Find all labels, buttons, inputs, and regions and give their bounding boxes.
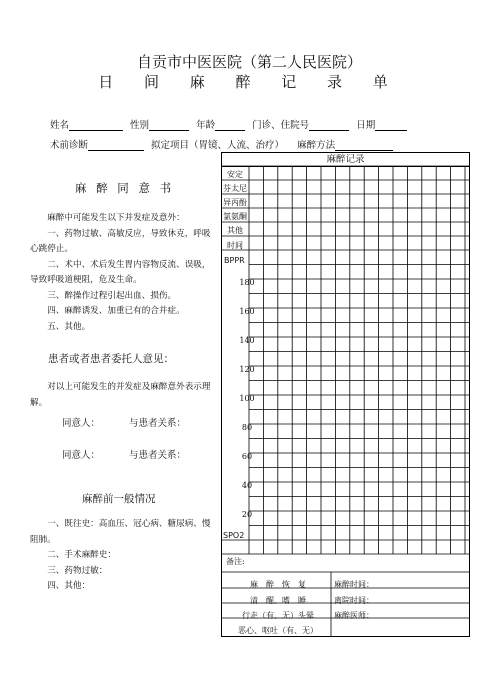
consent-intro: 麻醉中可能发生以下并发症及意外： bbox=[47, 213, 185, 223]
drug-label-ketamine: 氯氨酮 bbox=[223, 212, 247, 221]
history-item: 二、手术麻醉史： bbox=[47, 550, 116, 560]
bppr-label: BPPR bbox=[224, 256, 245, 265]
spo2-label: SPO2 bbox=[223, 531, 245, 540]
sex-field[interactable] bbox=[149, 120, 189, 131]
record-title: 麻醉记录 bbox=[326, 154, 365, 165]
consent-item: 一、药物过敏、高敏反应，导致休克，呼吸心跳停止。 bbox=[30, 228, 211, 254]
relation-label: 与患者关系： bbox=[129, 418, 187, 429]
recovery-cell: 清 醒、嗜 睡 bbox=[250, 596, 306, 605]
name-label: 姓名 bbox=[50, 120, 70, 131]
consent-item: 四、麻醉诱发、加重已有的合并症。 bbox=[47, 306, 185, 316]
anesthesia-method-field[interactable] bbox=[335, 140, 393, 151]
consent-title: 麻 醉 同 意 书 bbox=[75, 181, 175, 195]
consent-body bbox=[30, 211, 212, 335]
scale-tick: 40 bbox=[241, 481, 253, 490]
diagnosis-field[interactable] bbox=[88, 140, 144, 151]
name-field[interactable] bbox=[69, 120, 123, 131]
recovery-cell: 恶心、呕吐（有、无） bbox=[238, 626, 318, 635]
diagnosis-label: 术前诊断 bbox=[50, 140, 89, 151]
history-item: 四、其他： bbox=[47, 581, 91, 591]
age-label: 年龄 bbox=[196, 120, 216, 131]
relation-label: 与患者关系： bbox=[129, 450, 187, 461]
drug-label-propofol: 异丙酚 bbox=[223, 198, 247, 207]
notes-label: 备注: bbox=[226, 557, 245, 566]
history-item: 一、既往史：高血压、冠心病、糖尿病、慢阻肺。 bbox=[30, 519, 211, 545]
recovery-cell: 麻 醉 恢 复 bbox=[250, 580, 306, 589]
clinic-number-field[interactable] bbox=[309, 120, 349, 131]
diagnosis-row bbox=[50, 137, 393, 151]
signer-label: 同意人： bbox=[62, 418, 101, 429]
scale-tick: 20 bbox=[241, 510, 253, 519]
time-label: 时间 bbox=[227, 241, 243, 250]
anesthesiologist-label: 麻醉医师： bbox=[334, 611, 374, 620]
scale-tick: 120 bbox=[239, 365, 255, 374]
patient-opinion-title: 患者或者患者委托人意见： bbox=[48, 353, 174, 365]
hospital-title: 自贡市中医医院（第二人民医院） bbox=[136, 53, 362, 71]
signer-label: 同意人： bbox=[62, 450, 101, 461]
pre-anesthesia-title: 麻醉前一般情况 bbox=[82, 493, 156, 505]
sex-label: 性别 bbox=[130, 120, 150, 131]
record-labels bbox=[221, 152, 470, 637]
drug-label-fentanyl: 芬太尼 bbox=[223, 184, 247, 193]
date-label: 日期 bbox=[356, 120, 376, 131]
date-field[interactable] bbox=[375, 120, 407, 131]
clinic-number-label: 门诊、住院号 bbox=[252, 120, 310, 131]
recovery-cell: 行走（有、无）头晕 bbox=[242, 611, 314, 620]
scale-tick: 140 bbox=[239, 336, 255, 345]
consent-item: 五、其他。 bbox=[47, 321, 91, 332]
scale-tick: 160 bbox=[239, 307, 255, 316]
scale-tick: 60 bbox=[241, 452, 253, 461]
opinion-text: 对以上可能发生的并发症及麻醉意外表示理解。 bbox=[30, 382, 211, 408]
discharge-time-label: 离院时间： bbox=[334, 596, 374, 605]
anesthesia-method-label: 麻醉方法 bbox=[297, 140, 336, 151]
patient-info-row bbox=[50, 117, 407, 131]
opinion-body bbox=[30, 380, 212, 411]
drug-label-diazepam: 安定 bbox=[227, 170, 243, 179]
age-field[interactable] bbox=[215, 120, 245, 131]
scale-tick: 180 bbox=[239, 278, 255, 287]
pre-anesthesia-body bbox=[30, 517, 212, 595]
signer-row-2 bbox=[62, 447, 186, 461]
form-title: 日 间 麻 醉 记 录 单 bbox=[98, 73, 401, 91]
drug-label-other: 其他 bbox=[227, 226, 243, 235]
consent-item: 二、术中、术后发生胃内容物反流、误吸，导致呼吸道梗阻，危及生命。 bbox=[30, 259, 211, 285]
plan-label: 拟定项目（胃镜、人流、治疗） bbox=[151, 140, 285, 151]
scale-tick: 100 bbox=[239, 394, 255, 403]
scale-tick: 80 bbox=[241, 423, 253, 432]
signer-row-1 bbox=[62, 415, 186, 429]
history-item: 三、药物过敏： bbox=[47, 565, 108, 576]
consent-item: 三、醉操作过程引起出血、损伤。 bbox=[47, 290, 177, 301]
anesthesia-time-label: 麻醉时间： bbox=[334, 580, 374, 589]
